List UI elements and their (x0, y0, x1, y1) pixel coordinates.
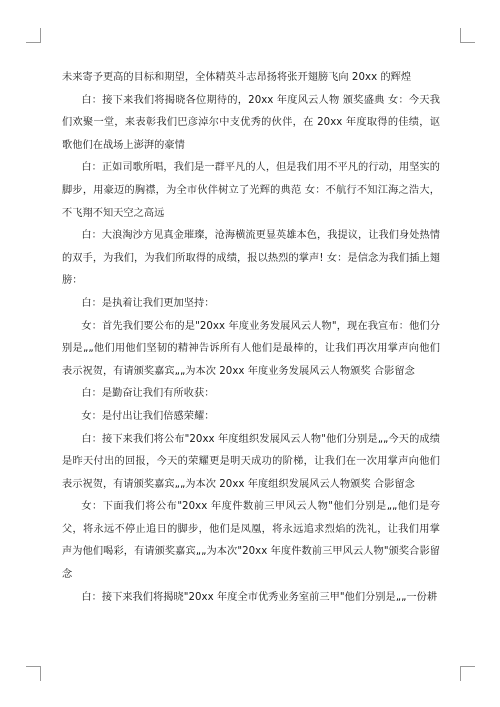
paragraph: 白：大浪淘沙方见真金璀璨，沧海横流更显英雄本色，我提议，让我们身处热情的双手，为我们，为我们所取得的成绩，报以热烈的掌声! 女：是信念为我们插上翅膀： (62, 230, 440, 287)
paragraph: 白：接下来我们将公布"20xx 年度组织发展风云人物"他们分别是„„今天的成绩是昨天付出的回报，今天的荣耀更是明天成功的阶梯，让我们在一次用掌声向他们表示祝贺，有请颁奖嘉宾„„为本次 20xx 年度组织发展风云人物颁奖 合影留念 (62, 433, 440, 490)
paragraph: 未来寄予更高的目标和期望，全体精英斗志昂扬将张开翅膀飞向 20xx 的辉煌 (62, 72, 412, 83)
paragraph: 白：接下来我们将揭晓各位期待的，20xx 年度风云人物 颁奖盛典 女：今天我们欢聚一堂，来表彰我们巴彦淖尔中支优秀的伙伴，在 20xx 年度取得的佳绩，讴歌他们在战场上澎湃的豪情 (62, 94, 440, 151)
crop-mark-bottom-left (26, 666, 41, 681)
crop-mark-bottom-right (460, 666, 475, 681)
paragraph: 女：是付出让我们倍感荣耀： (81, 410, 215, 422)
document-body (62, 67, 440, 609)
paragraph: 白：正如司歌所唱，我们是一群平凡的人，但是我们用不平凡的行动，用坚实的脚步，用豪迈的胸襟，为全市伙伴树立了光辉的典范 女：不航行不知江海之浩大，不飞翔不知天空之高远 (62, 162, 440, 219)
paragraph: 女：首先我们要公布的是"20xx 年度业务发展风云人物"，现在我宣布：他们分别是„„他们用他们坚韧的精神告诉所有人他们是最棒的，让我们再次用掌声向他们表示祝贺，有请颁奖嘉宾„„为本次 20xx 年度业务发展风云人物颁奖 合影留念 (62, 320, 440, 377)
crop-mark-top-right (460, 28, 475, 43)
paragraph: 白：接下来我们将揭晓"20xx 年度全市优秀业务室前三甲"他们分别是„„一份耕 (81, 591, 438, 603)
crop-mark-top-left (26, 28, 41, 43)
paragraph: 女：下面我们将公布"20xx 年度件数前三甲风云人物"他们分别是„„他们是夸父，将永远不停止追日的脚步，他们是凤凰，将永远追求烈焰的洗礼，让我们用掌声为他们喝彩，有请颁奖嘉宾„„为本次"20xx 年度件数前三甲风云人物"颁奖合影留念 (62, 501, 440, 581)
paragraph: 白：是勤奋让我们有所收获： (81, 388, 215, 400)
paragraph: 白：是执着让我们更加坚持： (81, 297, 215, 309)
